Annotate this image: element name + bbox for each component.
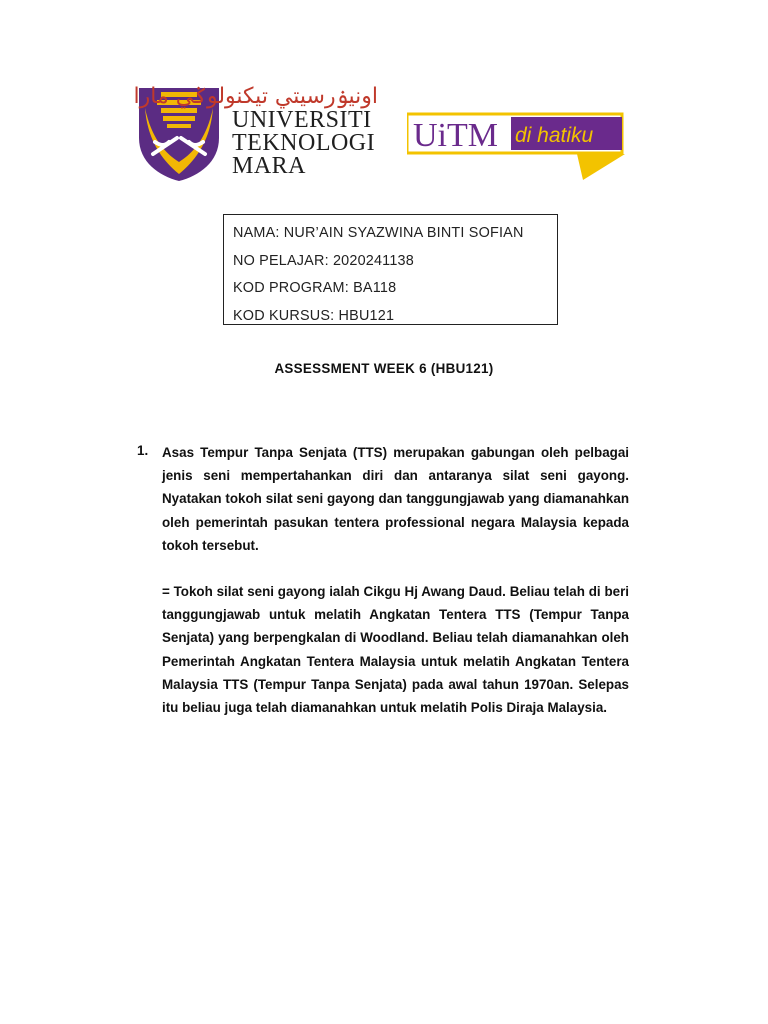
question-number: 1.	[137, 443, 149, 458]
student-name: NAMA: NUR’AIN SYAZWINA BINTI SOFIAN	[233, 225, 524, 241]
slogan-hatiku-text: di hatiku	[515, 124, 594, 147]
program-code: KOD PROGRAM: BA118	[233, 280, 397, 296]
assessment-title: ASSESSMENT WEEK 6 (HBU121)	[274, 361, 494, 376]
university-name-line-1: UNIVERSITI	[232, 107, 372, 133]
slogan-uitm-text: UiTM	[413, 117, 498, 154]
question-text: Asas Tempur Tanpa Senjata (TTS) merupakan gabungan oleh pelbagai jenis seni mempertahankan diri dan antaranya silat seni gayong. Nyatakan tokoh silat seni gayong dan tanggungjawab yang diamanahkan oleh pemerintah pasukan tentera professional negara Malaysia kepada tokoh tersebut.	[162, 445, 629, 553]
course-code: KOD KURSUS: HBU121	[233, 307, 395, 324]
university-name-line-2: TEKNOLOGI	[232, 130, 376, 156]
university-name	[232, 109, 392, 178]
student-info-box	[223, 214, 558, 325]
uitm-di-hatiku-logo	[407, 112, 627, 182]
university-jawi-name: اونيۏرسيتي تيكنولوݢي مارا	[133, 84, 378, 109]
student-number: NO PELAJAR: 2020241138	[233, 252, 414, 269]
answer-text: = Tokoh silat seni gayong ialah Cikgu Hj Awang Daud. Beliau telah di beri tanggungjawab untuk melatih Angkatan Tentera TTS (Tempur Tanpa Senjata) yang berpengkalan di Woodland. Beliau telah diamanahkan oleh Pemerintah Angkatan Tentera Malaysia untuk melatih Angkatan Tentera Malaysia TTS (Tempur Tanpa Senjata) pada awal tahun 1970an. Selepas itu beliau juga telah diamanahkan untuk melatih Polis Diraja Malaysia.	[162, 584, 629, 716]
university-name-line-3: MARA	[232, 153, 307, 179]
